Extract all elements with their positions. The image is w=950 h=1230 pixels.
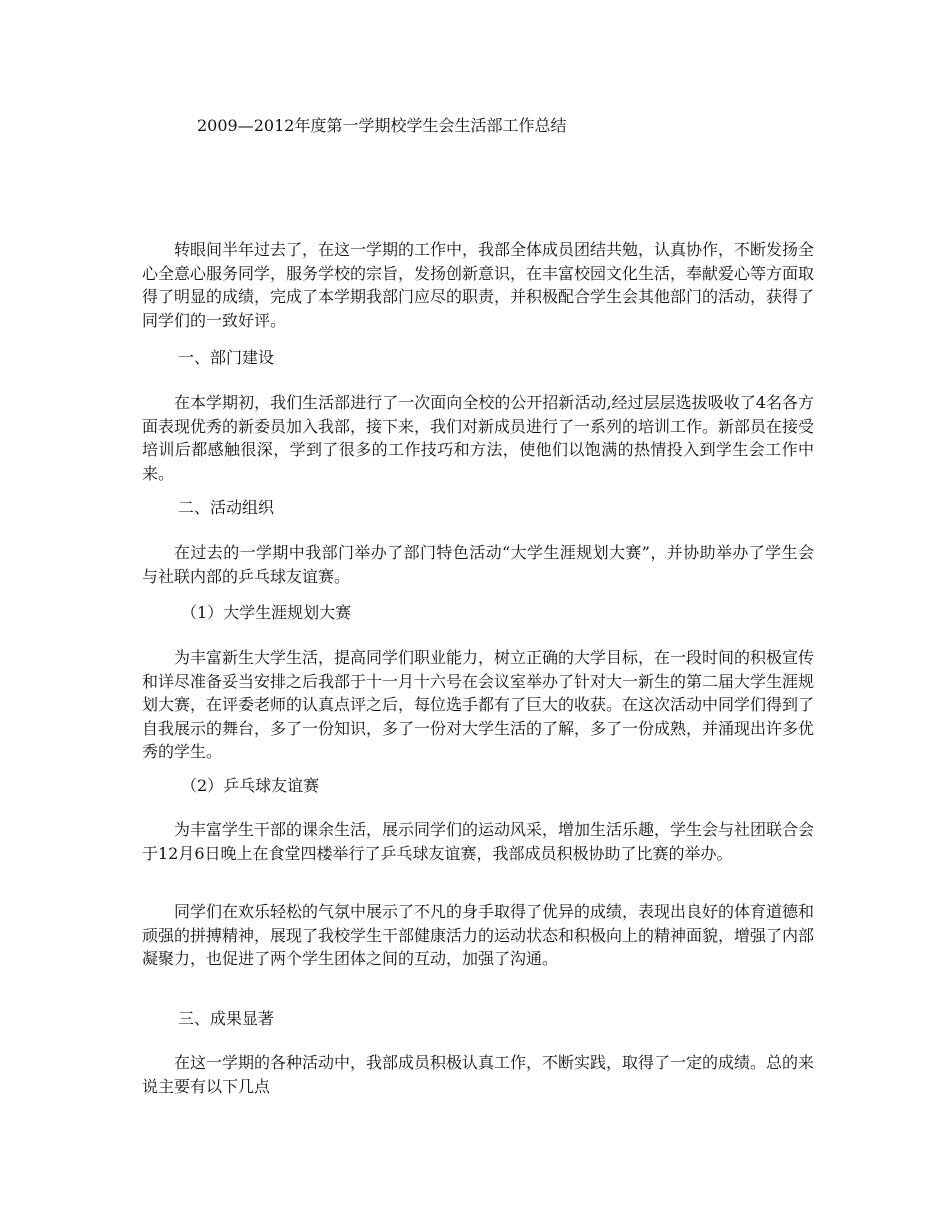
section-heading-department: 一、部门建设 <box>178 348 275 367</box>
document-title: 2009—2012年度第一学期校学生会生活部工作总结 <box>197 116 567 135</box>
intro-paragraph: 转眼间半年过去了，在这一学期的工作中，我部全体成员团结共勉，认真协作，不断发扬全心全意心服务同学，服务学校的宗旨，发扬创新意识，在丰富校园文化生活，奉献爱心等方面取得了明显的成绩，完成了本学期我部门应尽的职责，并积极配合学生会其他部门的活动，获得了同学们的一致好评。 <box>142 240 815 330</box>
subsection-body-table-tennis-2: 同学们在欢乐轻松的气氛中展示了不凡的身手取得了优异的成绩，表现出良好的体育道德和顽强的拼搏精神，展现了我校学生干部健康活力的运动状态和积极向上的精神面貌，增强了内部凝聚力，也促进了两个学生团体之间的互动，加强了沟通。 <box>142 902 815 968</box>
subsection-body-table-tennis-1: 为丰富学生干部的课余生活，展示同学们的运动风采，增加生活乐趣，学生会与社团联合会于12月6日晚上在食堂四楼举行了乒乓球友谊赛，我部成员积极协助了比赛的举办。 <box>142 820 815 863</box>
section-heading-activities: 二、活动组织 <box>178 498 275 517</box>
subsection-body-career-contest: 为丰富新生大学生活，提高同学们职业能力，树立正确的大学目标，在一段时间的积极宣传和详尽准备妥当安排之后我部于十一月十六号在会议室举办了针对大一新生的第二届大学生涯规划大赛，在评委老师的认真点评之后，每位选手都有了巨大的收获。在这次活动中同学们得到了自我展示的舞台，多了一份知识，多了一份对大学生活的了解，多了一份成熟，并涌现出许多优秀的学生。 <box>142 648 815 761</box>
section-body-results: 在这一学期的各种活动中，我部成员积极认真工作，不断实践，取得了一定的成绩。总的来说主要有以下几点 <box>142 1053 815 1096</box>
subsection-heading-career-contest: （1）大学生涯规划大赛 <box>181 603 352 622</box>
subsection-heading-table-tennis: （2）乒乓球友谊赛 <box>181 776 320 795</box>
section-heading-results: 三、成果显著 <box>178 1009 275 1028</box>
section-body-department: 在本学期初，我们生活部进行了一次面向全校的公开招新活动,经过层层选拔吸收了4名各方面表现优秀的新委员加入我部，接下来，我们对新成员进行了一系列的培训工作。新部员在接受培训后都感触很深，学到了很多的工作技巧和方法，使他们以饱满的热情投入到学生会工作中来。 <box>142 393 815 483</box>
section-body-activities: 在过去的一学期中我部门举办了部门特色活动“大学生涯规划大赛”，并协助举办了学生会与社联内部的乒乓球友谊赛。 <box>142 543 814 586</box>
